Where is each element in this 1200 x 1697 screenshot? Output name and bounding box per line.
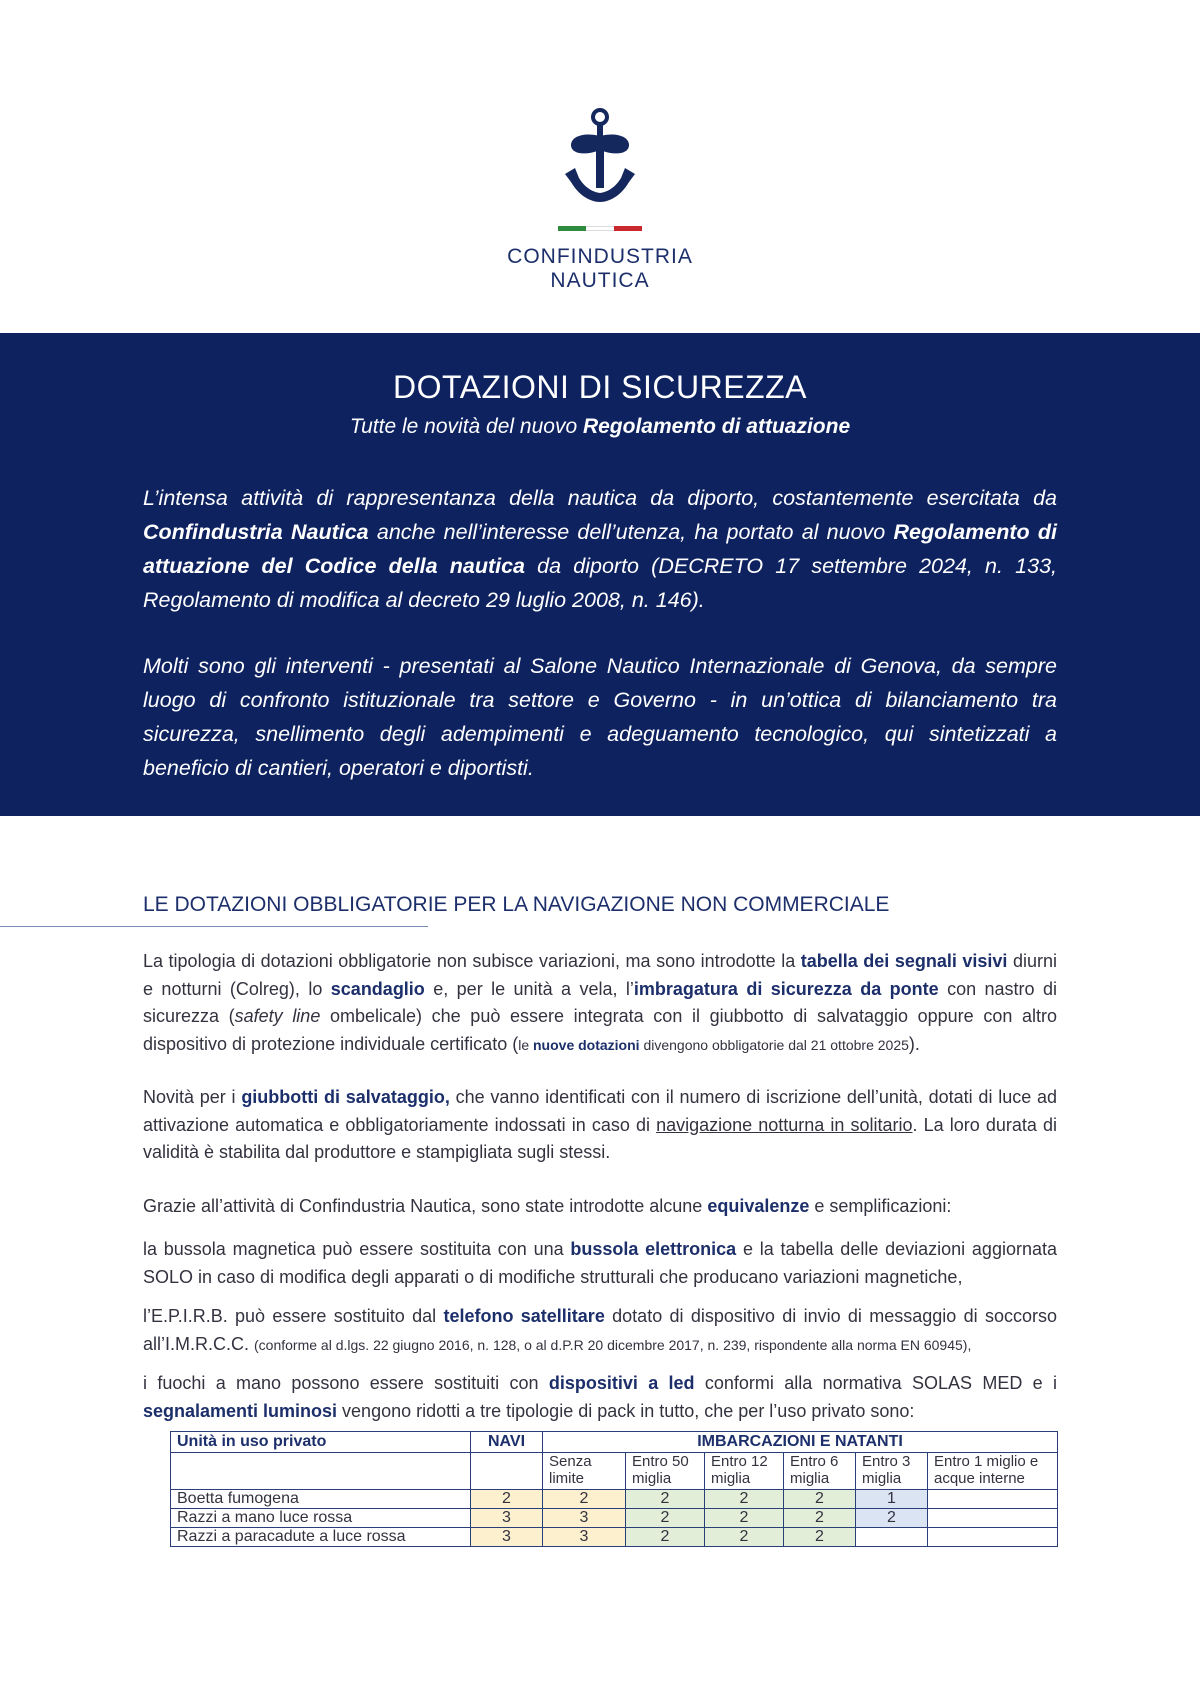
text-run: i fuochi a mano possono essere sostituiti con	[143, 1373, 549, 1393]
text-run: ombelicale) che può essere integrata con il giubbotto di salvataggio oppure con altro dispositivo di protezione individuale certificato (	[143, 1006, 1057, 1054]
text-run: che vanno identificati con il numero di iscrizione dell’unità, dotati di luce ad attivazione automatica e obbligatoriamente indossati in caso di	[143, 1087, 1057, 1135]
table-header-row	[171, 1432, 1058, 1453]
brand-line2: NAUTICA	[550, 269, 650, 292]
text-run-bold: scandaglio	[330, 978, 425, 999]
empty-cell	[171, 1453, 471, 1490]
text-run: la bussola magnetica può essere sostituita con una	[143, 1239, 571, 1259]
text-run-bold: imbragatura di sicurezza da ponte	[633, 978, 939, 999]
text-run-bold: equivalenze	[707, 1196, 810, 1216]
table-cell: 1	[856, 1490, 928, 1509]
table-cell: 2	[626, 1509, 705, 1528]
text-run: anche nell’interesse dell’utenza, ha portato al nuovo	[368, 520, 894, 544]
table-cell: 2	[705, 1490, 784, 1509]
table-cell: 2	[543, 1490, 626, 1509]
paragraph-equivalences	[143, 1193, 1057, 1221]
subheader-cell: Entro 3 miglia	[856, 1453, 928, 1490]
table-cell: 2	[705, 1528, 784, 1547]
text-run-small: divengono obbligatorie dal 21 ottobre 2025	[639, 1036, 909, 1053]
text-run-bold: Confindustria Nautica	[143, 520, 369, 544]
signal-pack-table	[170, 1431, 1058, 1547]
subheader-cell: Senza limite	[543, 1453, 626, 1490]
underlined-text: navigazione notturna in solitario	[656, 1114, 913, 1135]
table-cell: 2	[626, 1528, 705, 1547]
intro-banner	[0, 333, 1200, 816]
brand-name	[0, 245, 1200, 293]
table-cell: 2	[784, 1528, 856, 1547]
text-run: Grazie all’attività di Confindustria Nautica, sono state introdotte alcune	[143, 1196, 708, 1216]
intro-paragraph-2: Molti sono gli interventi - presentati al Salone Nautico Internazionale di Genova, da sempre luogo di confronto istituzionale tra settore e Governo - in un’ottica di bilanciamento tra sicurezza, snellimento degli adempimenti e adeguamento tecnologico, qui sintetizzati a beneficio di cantieri, operatori e diportisti.	[143, 654, 1057, 780]
table-subheader-row	[171, 1453, 1058, 1490]
text-run: da diporto (DECRETO 17 settembre 2024, n. 133, Regolamento di modifica al decreto 29 luglio 2008, n. 146).	[143, 554, 1058, 612]
paragraph-epirb	[143, 1303, 1057, 1359]
table-cell: 3	[471, 1528, 543, 1547]
text-run: diurni e notturni (Colreg), lo	[143, 951, 1057, 999]
subheader-cell: Entro 6 miglia	[784, 1453, 856, 1490]
document-subtitle	[0, 415, 1200, 439]
section-title: LE DOTAZIONI OBBLIGATORIE PER LA NAVIGAZIONE NON COMMERCIALE	[143, 893, 890, 916]
empty-cell	[471, 1453, 543, 1490]
table-row	[171, 1528, 1058, 1547]
table-cell: 2	[784, 1509, 856, 1528]
section-divider	[0, 926, 428, 927]
table-cell: 2	[626, 1490, 705, 1509]
text-run: e semplificazioni:	[809, 1196, 952, 1216]
table-cell: 3	[471, 1509, 543, 1528]
header-cell: Unità in uso privato	[171, 1432, 471, 1453]
text-run: dotato di dispositivo di invio di messaggio di soccorso all’I.M.R.C.C.	[143, 1306, 1057, 1354]
table-cell	[856, 1528, 928, 1547]
paragraph-flares	[143, 1370, 1057, 1425]
text-run-italic: safety line	[234, 1006, 321, 1026]
text-run: L’intensa attività di rappresentanza della nautica da diporto, costantemente esercitata da	[143, 486, 1057, 510]
table-cell: 2	[705, 1509, 784, 1528]
text-run-bold: segnalamenti luminosi	[143, 1400, 338, 1421]
text-run: La tipologia di dotazioni obbligatorie non subisce variazioni, ma sono introdotte la	[143, 951, 801, 971]
header-cell: IMBARCAZIONI E NATANTI	[543, 1432, 1058, 1453]
logo	[0, 108, 1200, 293]
table-cell: 2	[784, 1490, 856, 1509]
document-title: DOTAZIONI DI SICUREZZA	[393, 369, 807, 405]
text-run: . La loro durata di validità è stabilita dal produttore e stampigliata sugli stessi.	[143, 1114, 1057, 1162]
row-label: Boetta fumogena	[171, 1490, 471, 1509]
row-label: Razzi a paracadute a luce rossa	[171, 1528, 471, 1547]
table-row	[171, 1509, 1058, 1528]
brand-line1: CONFINDUSTRIA	[507, 245, 693, 268]
text-run-bold: tabella dei segnali visivi	[800, 951, 1008, 971]
text-run-bold: telefono satellitare	[443, 1306, 605, 1326]
text-run: vengono ridotti a tre tipologie di pack in tutto, che per l’uso privato sono:	[337, 1400, 915, 1421]
text-run: Novità per i	[143, 1087, 242, 1107]
text-run-small: (conforme al d.lgs. 22 giugno 2016, n. 128, o al d.P.R 20 dicembre 2017, n. 239, rispondente alla norma EN 60945),	[254, 1336, 972, 1353]
text-run-bold: nuove dotazioni	[533, 1036, 640, 1053]
text-run-bold: giubbotti di salvataggio,	[241, 1087, 450, 1107]
text-run: con nastro di sicurezza (	[143, 978, 1057, 1026]
text-run-bold: bussola elettronica	[570, 1239, 737, 1259]
intro-paragraph-1	[143, 481, 1057, 617]
subtitle-text: Tutte le novità del nuovo	[349, 415, 583, 438]
row-label: Razzi a mano luce rossa	[171, 1509, 471, 1528]
text-run-bold: dispositivi a led	[548, 1373, 695, 1393]
text-run-small: le	[518, 1036, 533, 1053]
header-cell: NAVI	[471, 1432, 543, 1453]
text-run: e, per le unità a vela, l’	[424, 978, 634, 999]
table-cell	[928, 1490, 1058, 1509]
text-run: conformi alla normativa SOLAS MED e i	[694, 1373, 1057, 1393]
italian-flag-stripe	[0, 226, 1200, 231]
subheader-cell: Entro 12 miglia	[705, 1453, 784, 1490]
table-cell: 2	[471, 1490, 543, 1509]
text-run: e la tabella delle deviazioni aggiornata SOLO in caso di modifica degli apparati o di modifiche strutturali che producano variazioni magnetiche,	[143, 1239, 1057, 1287]
subheader-cell: Entro 1 miglio e acque interne	[928, 1453, 1058, 1490]
table-cell: 2	[856, 1509, 928, 1528]
table-cell	[928, 1509, 1058, 1528]
table-cell: 3	[543, 1528, 626, 1547]
anchor-propeller-icon	[563, 108, 637, 218]
subtitle-bold: Regolamento di attuazione	[582, 415, 851, 438]
text-run-bold: Regolamento di attuazione del Codice della nautica	[143, 520, 1057, 578]
table-cell	[928, 1528, 1058, 1547]
table-row	[171, 1490, 1058, 1509]
paragraph-life-jackets	[143, 1084, 1057, 1167]
paragraph-new-equipment	[143, 948, 1057, 1059]
subheader-cell: Entro 50 miglia	[626, 1453, 705, 1490]
text-run: l’E.P.I.R.B. può essere sostituito dal	[143, 1306, 444, 1326]
table-cell: 3	[543, 1509, 626, 1528]
paragraph-compass	[143, 1236, 1057, 1291]
text-run: ).	[908, 1033, 920, 1054]
